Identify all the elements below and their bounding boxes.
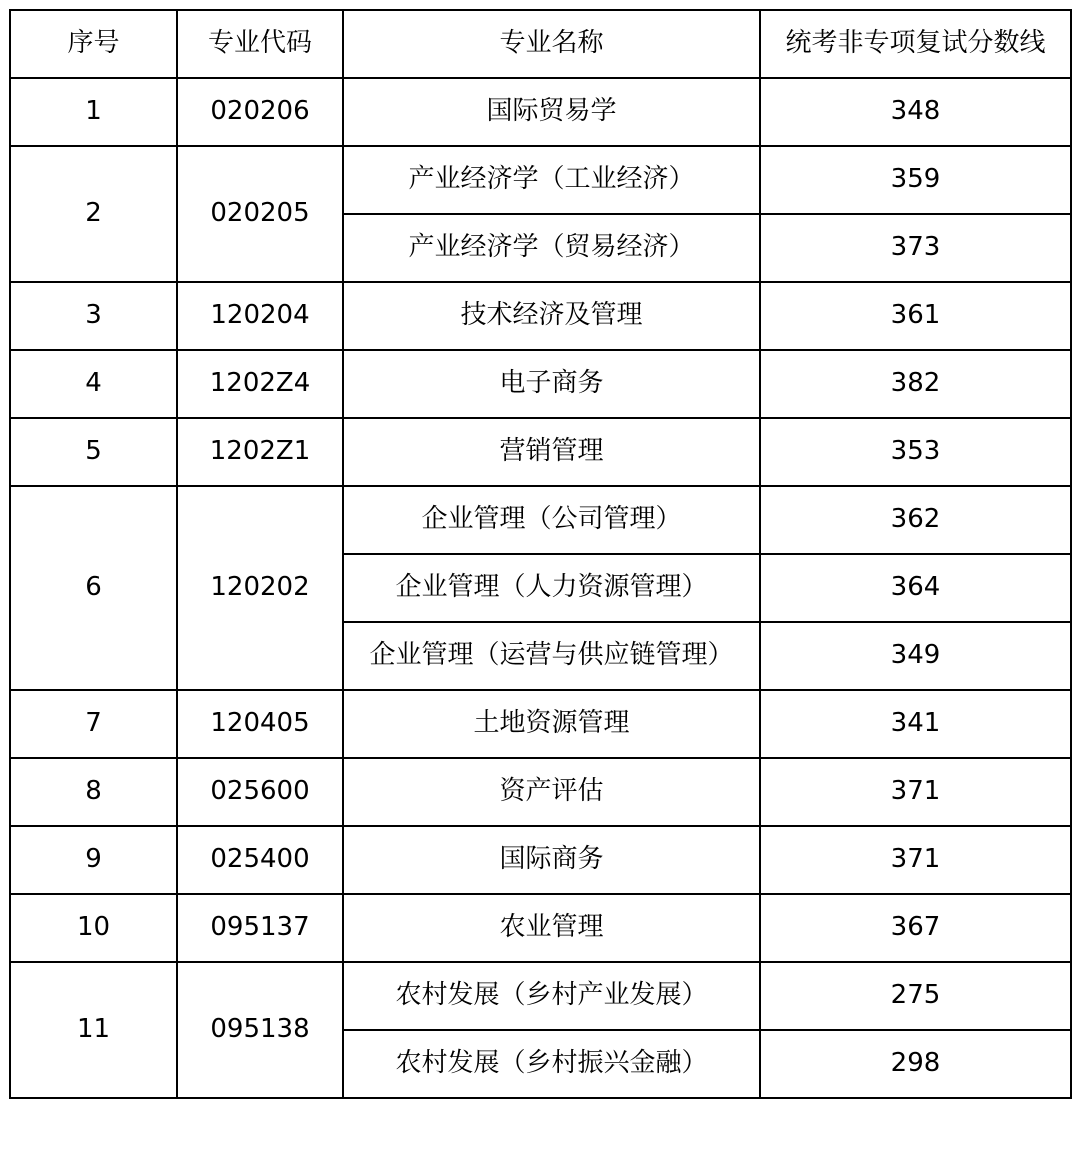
cell-code: 120202 — [177, 486, 343, 690]
header-row — [10, 10, 1071, 78]
cell-score: 298 — [760, 1030, 1071, 1098]
cell-major-name: 产业经济学（贸易经济） — [343, 214, 760, 282]
cell-no: 4 — [10, 350, 177, 418]
table-row — [10, 894, 1071, 962]
cell-code: 025600 — [177, 758, 343, 826]
table-row — [10, 758, 1071, 826]
cell-score: 348 — [760, 78, 1071, 146]
table-row — [10, 78, 1071, 146]
score-table — [9, 9, 1072, 1099]
cell-score: 341 — [760, 690, 1071, 758]
cell-code: 1202Z1 — [177, 418, 343, 486]
cell-score: 373 — [760, 214, 1071, 282]
header-major-name: 专业名称 — [343, 10, 760, 78]
cell-code: 020205 — [177, 146, 343, 282]
cell-score: 371 — [760, 758, 1071, 826]
cell-major-name: 技术经济及管理 — [343, 282, 760, 350]
cell-code: 120204 — [177, 282, 343, 350]
cell-no: 11 — [10, 962, 177, 1098]
cell-code: 1202Z4 — [177, 350, 343, 418]
table-row — [10, 486, 1071, 554]
table-body — [10, 78, 1071, 1098]
cell-major-name: 营销管理 — [343, 418, 760, 486]
table-row — [10, 826, 1071, 894]
table-row — [10, 418, 1071, 486]
header-score: 统考非专项复试分数线 — [760, 10, 1071, 78]
cell-major-name: 农业管理 — [343, 894, 760, 962]
cell-major-name: 产业经济学（工业经济） — [343, 146, 760, 214]
cell-no: 6 — [10, 486, 177, 690]
cell-no: 2 — [10, 146, 177, 282]
cell-code: 095138 — [177, 962, 343, 1098]
header-code: 专业代码 — [177, 10, 343, 78]
cell-major-name: 农村发展（乡村振兴金融） — [343, 1030, 760, 1098]
cell-score: 353 — [760, 418, 1071, 486]
cell-score: 361 — [760, 282, 1071, 350]
cell-major-name: 农村发展（乡村产业发展） — [343, 962, 760, 1030]
cell-no: 9 — [10, 826, 177, 894]
cell-score: 367 — [760, 894, 1071, 962]
cell-no: 3 — [10, 282, 177, 350]
cell-code: 025400 — [177, 826, 343, 894]
score-table-container — [9, 9, 1072, 1099]
cell-no: 7 — [10, 690, 177, 758]
cell-code: 095137 — [177, 894, 343, 962]
table-row — [10, 146, 1071, 214]
cell-score: 362 — [760, 486, 1071, 554]
cell-no: 10 — [10, 894, 177, 962]
table-row — [10, 962, 1071, 1030]
cell-major-name: 国际贸易学 — [343, 78, 760, 146]
cell-no: 5 — [10, 418, 177, 486]
cell-major-name: 资产评估 — [343, 758, 760, 826]
cell-score: 349 — [760, 622, 1071, 690]
cell-major-name: 企业管理（人力资源管理） — [343, 554, 760, 622]
cell-score: 382 — [760, 350, 1071, 418]
cell-score: 275 — [760, 962, 1071, 1030]
table-header — [10, 10, 1071, 78]
cell-score: 371 — [760, 826, 1071, 894]
table-row — [10, 690, 1071, 758]
cell-major-name: 企业管理（运营与供应链管理） — [343, 622, 760, 690]
cell-major-name: 企业管理（公司管理） — [343, 486, 760, 554]
cell-major-name: 土地资源管理 — [343, 690, 760, 758]
cell-no: 8 — [10, 758, 177, 826]
table-row — [10, 350, 1071, 418]
header-no: 序号 — [10, 10, 177, 78]
cell-major-name: 国际商务 — [343, 826, 760, 894]
table-row — [10, 282, 1071, 350]
cell-code: 020206 — [177, 78, 343, 146]
cell-score: 364 — [760, 554, 1071, 622]
cell-score: 359 — [760, 146, 1071, 214]
cell-major-name: 电子商务 — [343, 350, 760, 418]
cell-code: 120405 — [177, 690, 343, 758]
cell-no: 1 — [10, 78, 177, 146]
